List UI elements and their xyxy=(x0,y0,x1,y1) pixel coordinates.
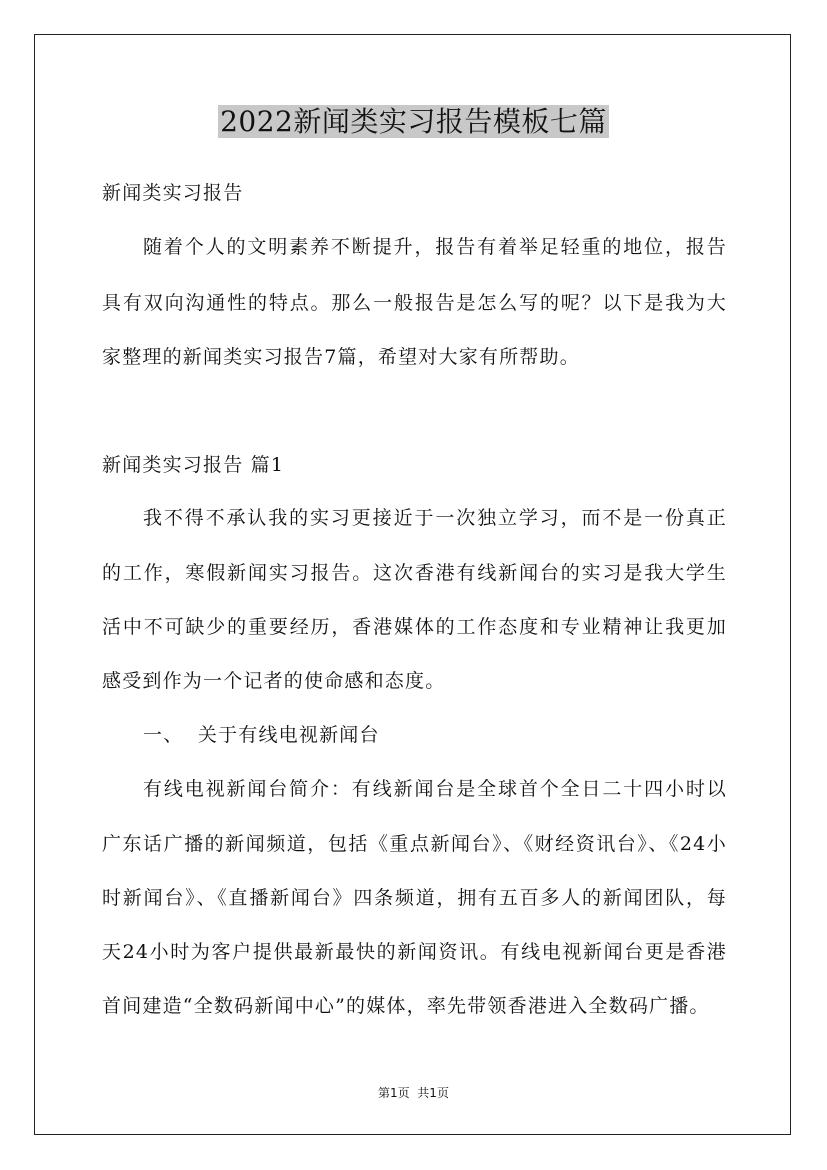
subheading: 一、 关于有线电视新闻台 xyxy=(143,724,380,746)
paragraph-line: 首间建造“全数码新闻中心”的媒体，率先带领香港进入全数码广播。 xyxy=(102,995,710,1017)
paragraph-line: 感受到作为一个记者的使命感和态度。 xyxy=(102,670,446,692)
paragraph-line: 的工作，寒假新闻实习报告。这次香港有线新闻台的实习是我大学生 xyxy=(102,562,727,584)
paragraph-line: 有线电视新闻台简介：有线新闻台是全球首个全日二十四小时以 xyxy=(143,778,727,800)
document-title: 2022新闻类实习报告模板七篇 xyxy=(220,105,607,138)
intro-line: 具有双向沟通性的特点。那么一般报告是怎么写的呢？以下是我为大 xyxy=(102,292,727,314)
paragraph-line: 活中不可缺少的重要经历，香港媒体的工作态度和专业精神让我更加 xyxy=(102,616,727,638)
subtitle: 新闻类实习报告 xyxy=(102,182,244,204)
intro-line: 家整理的新闻类实习报告7篇，希望对大家有所帮助。 xyxy=(102,346,580,368)
intro-line: 随着个人的文明素养不断提升，报告有着举足轻重的地位，报告 xyxy=(143,236,727,258)
document-title-wrap xyxy=(0,102,827,142)
paragraph-line: 我不得不承认我的实习更接近于一次独立学习，而不是一份真正 xyxy=(143,507,727,529)
paragraph-line: 广东话广播的新闻频道，包括《重点新闻台》、《财经资讯台》、《24小 xyxy=(102,833,727,855)
paragraph-line: 时新闻台》、《直播新闻台》四条频道，拥有五百多人的新闻团队，每 xyxy=(102,887,727,909)
paragraph-line: 天24小时为客户提供最新最快的新闻资讯。有线电视新闻台更是香港 xyxy=(102,941,727,963)
page-footer: 第1页 共1页 xyxy=(378,1086,449,1100)
section-heading: 新闻类实习报告 篇1 xyxy=(102,454,285,476)
